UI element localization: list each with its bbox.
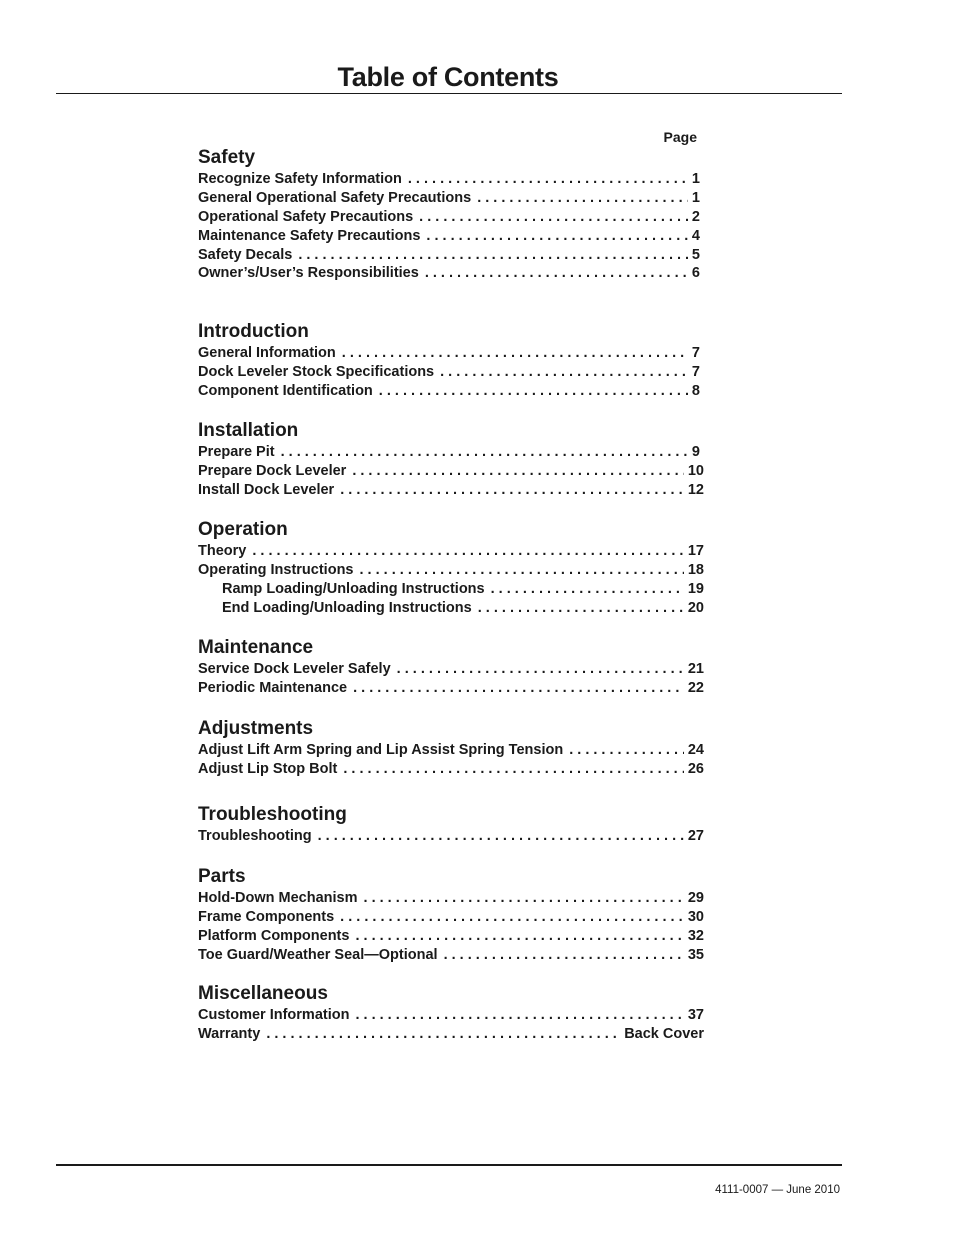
toc-entry[interactable]: Safety Decals . . . 5: [198, 246, 704, 265]
toc-entry[interactable]: Prepare Dock Leveler . . . 10: [198, 462, 704, 481]
toc-section-safety: [198, 146, 704, 283]
toc-entry[interactable]: Owner’s/User’s Responsibilities . . . 6: [198, 264, 704, 283]
page-title: Table of Contents: [337, 62, 559, 92]
toc-entry[interactable]: Periodic Maintenance . . . 22: [198, 679, 704, 698]
toc-section-adjustments: [198, 717, 704, 779]
toc-entry[interactable]: Hold-Down Mechanism . . . 29: [198, 889, 704, 908]
toc-entry[interactable]: Theory . . . 17: [198, 542, 704, 561]
toc-entry[interactable]: Adjust Lip Stop Bolt . . . 26: [198, 760, 704, 779]
header-rule: [56, 93, 842, 94]
toc-subentry[interactable]: End Loading/Unloading Instructions . . . 20: [198, 599, 704, 618]
toc-section-miscellaneous: [198, 982, 704, 1044]
toc-section-maintenance: [198, 636, 704, 698]
footer-rule: [56, 1164, 842, 1166]
toc-entry[interactable]: Platform Components . . . 32: [198, 927, 704, 946]
section-heading: Troubleshooting: [198, 804, 347, 825]
toc-entry[interactable]: Component Identification . . . 8: [198, 382, 704, 401]
toc-entry[interactable]: General Information . . . 7: [198, 344, 704, 363]
toc-entry[interactable]: Troubleshooting . . . 27: [198, 827, 704, 846]
toc-entry[interactable]: Frame Components . . . 30: [198, 908, 704, 927]
toc-entry[interactable]: Service Dock Leveler Safely . . . 21: [198, 660, 704, 679]
toc-entry[interactable]: Toe Guard/Weather Seal—Optional . . . 35: [198, 946, 704, 965]
toc-section-troubleshooting: [198, 803, 704, 846]
section-heading: Adjustments: [198, 718, 314, 739]
page-column-label: Page: [663, 129, 697, 145]
toc-subentry[interactable]: Ramp Loading/Unloading Instructions . . . 19: [198, 580, 704, 599]
toc-entry[interactable]: Customer Information . . . 37: [198, 1006, 704, 1025]
toc-section-parts: [198, 865, 704, 965]
toc-entry[interactable]: Maintenance Safety Precautions . . . 4: [198, 227, 704, 246]
section-heading: Installation: [198, 420, 299, 441]
toc-entry[interactable]: General Operational Safety Precautions . . . 1: [198, 189, 704, 208]
toc-entry[interactable]: Install Dock Leveler . . . 12: [198, 481, 704, 500]
section-heading: Operation: [198, 519, 288, 540]
section-heading: Miscellaneous: [198, 983, 328, 1004]
toc-entry[interactable]: Operating Instructions . . . 18: [198, 561, 704, 580]
section-heading: Parts: [198, 866, 246, 887]
footer-doc-number: 4111-0007 — June 2010: [715, 1184, 840, 1196]
toc-entry[interactable]: Dock Leveler Stock Specifications . . . 7: [198, 363, 704, 382]
toc-entry[interactable]: Warranty . . . Back Cover: [198, 1025, 704, 1044]
toc-entry[interactable]: Prepare Pit . . . 9: [198, 443, 704, 462]
toc-entry[interactable]: Recognize Safety Information . . . 1: [198, 170, 704, 189]
section-heading: Introduction: [198, 321, 309, 342]
toc-section-installation: [198, 419, 704, 500]
toc-entry[interactable]: Operational Safety Precautions . . . 2: [198, 208, 704, 227]
toc-section-operation: [198, 518, 704, 618]
toc-section-introduction: [198, 320, 704, 401]
section-heading: Maintenance: [198, 637, 314, 658]
section-heading: Safety: [198, 147, 256, 168]
toc-entry[interactable]: Adjust Lift Arm Spring and Lip Assist Spring Tension . . . 24: [198, 741, 704, 760]
